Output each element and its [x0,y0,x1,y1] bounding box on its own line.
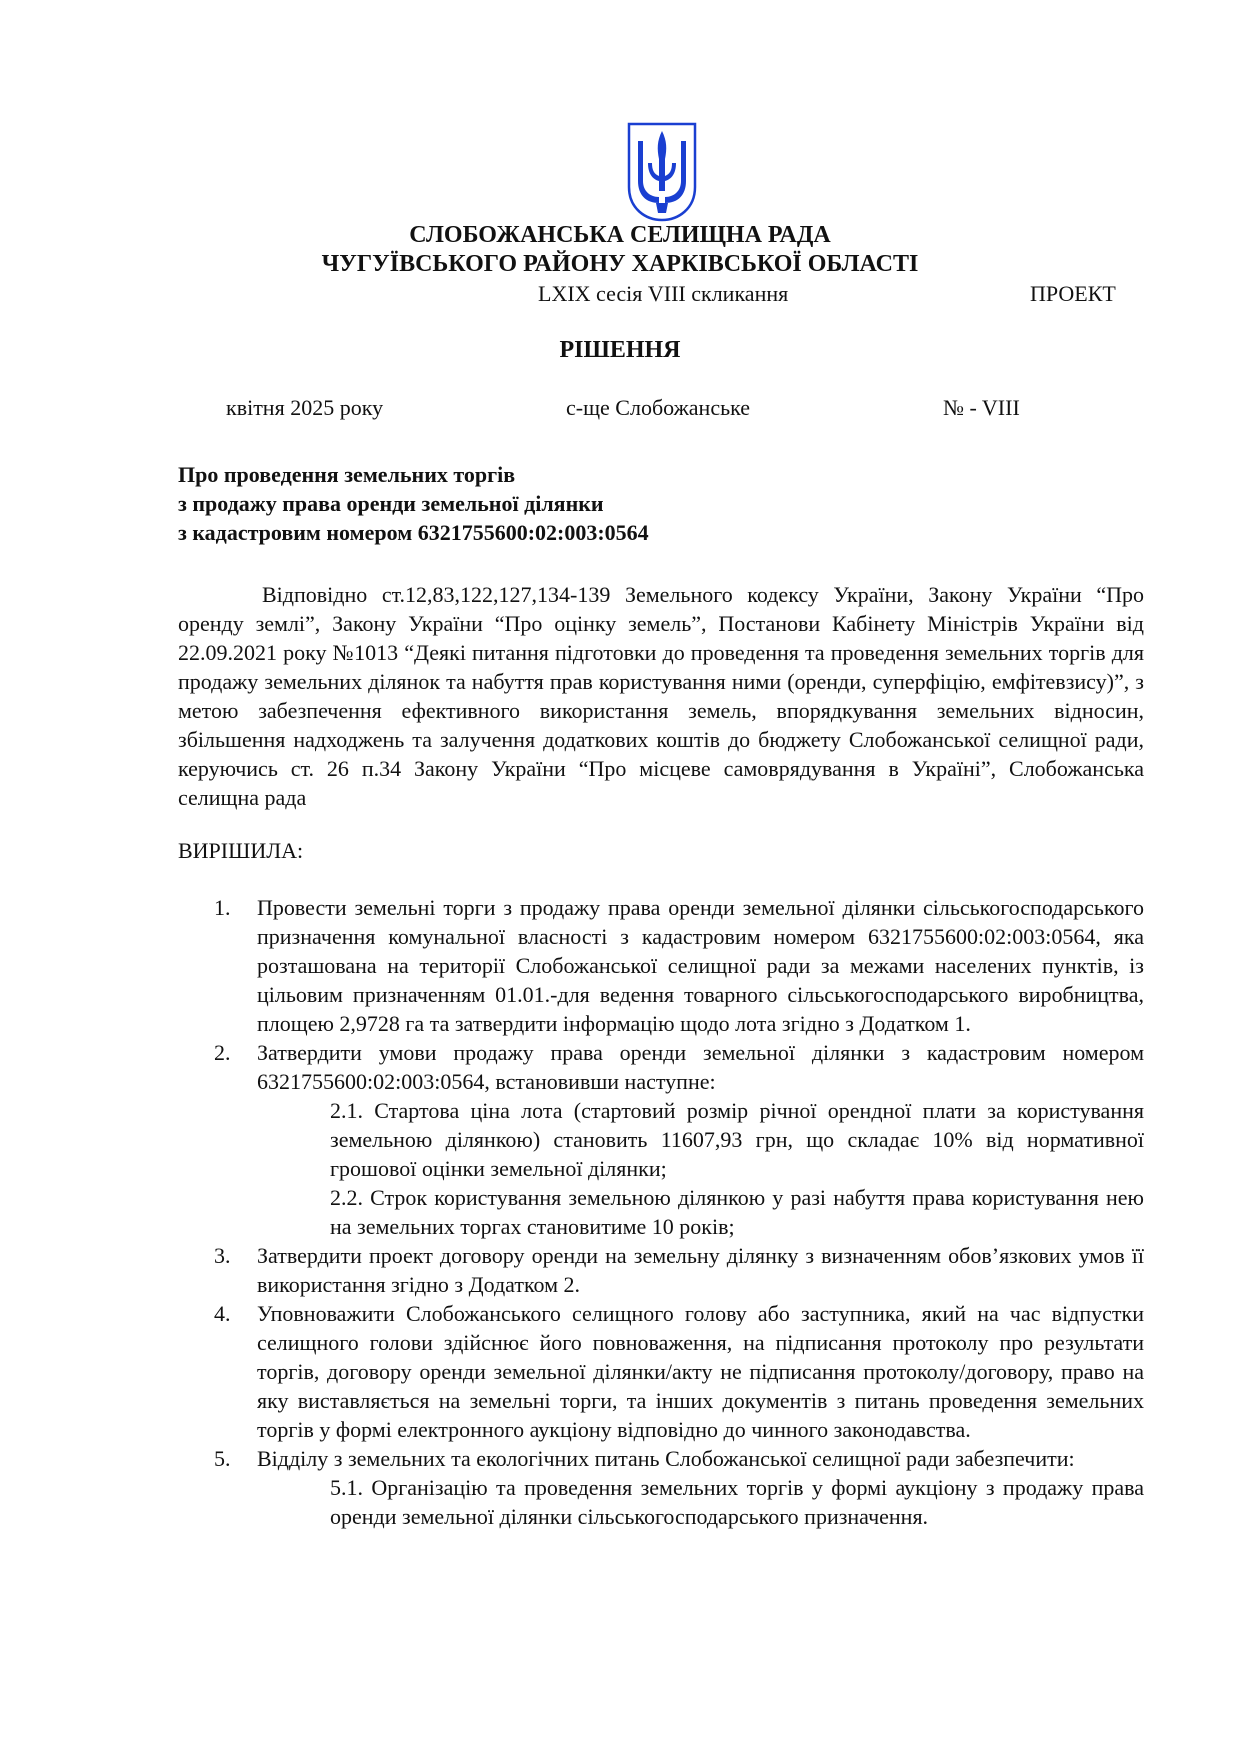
decision-title [178,460,649,547]
item-text: Затвердити умови продажу права оренди земельної ділянки з кадастровим номером 6321755600:02:003:0564, встановивши наступне: [257,1040,1144,1094]
draft-label: ПРОЕКТ [1030,281,1116,306]
council-name: СЛОБОЖАНСЬКА СЕЛИЩНА РАДА [409,222,831,248]
list-item [178,1241,1144,1299]
item-number: 2. [214,1040,231,1065]
ukraine-trident-emblem-icon [626,121,698,223]
session-info: LXIX сесія VIII скликання [538,281,789,306]
list-item [178,893,1144,1038]
list-item [178,1299,1144,1444]
item-number: 1. [214,895,231,920]
sub-item: 5.1. Організацію та проведення земельних торгів у формі аукціону з продажу права оренди земельної ділянки сільськогосподарського призначення. [330,1475,1144,1529]
title-line: з продажу права оренди земельної ділянки [178,491,604,516]
decision-number: № - VIII [943,395,1020,420]
resolved-label: ВИРІШИЛА: [178,838,304,863]
item-text: Провести земельні торги з продажу права оренди земельної ділянки сільськогосподарського призначення комунальної власності з кадастровим номером 6321755600:02:003:0564, яка розташована на території Слобожанської селищної ради за межами населених пунктів, із цільовим призначенням 01.01.-для ведення товарного сільськогосподарського виробництва, площею 2,9728 га та затвердити інформацію щодо лота згідно з Додатком 1. [257,895,1144,1036]
title-line: Про проведення земельних торгів [178,462,516,487]
list-item [178,1038,1144,1241]
district-region-name: ЧУГУЇВСЬКОГО РАЙОНУ ХАРКІВСЬКОЇ ОБЛАСТІ [321,251,919,277]
preamble-paragraph: Відповідно ст.12,83,122,127,134-139 Земельного кодексу України, Закону України “Про оренду землі”, Закону України “Про оцінку земель”, Постанови Кабінету Міністрів України від 22.09.2021 року №1013 “Деякі питання підготовки до проведення та проведення земельних торгів для продажу земельних ділянок та набуття прав користування ними (оренди, суперфіцію, емфітевзису)”, з метою забезпечення ефективного використання земель, впорядкування земельних відносин, збільшення надходжень та залучення додаткових коштів до бюджету Слобожанської селищної ради, керуючись ст. 26 п.34 Закону України “Про місцеве самоврядування в Україні”, Слобожанська селищна рада [178,582,1144,810]
decision-items-list [178,893,1144,1531]
list-item [178,1444,1144,1531]
item-number: 4. [214,1301,231,1326]
item-text: Затвердити проект договору оренди на земельну ділянку з визначенням обов’язкових умов її використання згідно з Додатком 2. [257,1243,1144,1297]
item-text: Уповноважити Слобожанського селищного голову або заступника, який на час відпустки селищного голови здійснює його повноваження, на підписання протоколу про результати торгів, договору оренди земельної ділянки/акту не підписання протоколу/договору, право на яку виставляється на земельні торги, та інших документів з питань проведення земельних торгів у формі електронного аукціону відповідно до чинного законодавства. [257,1301,1144,1442]
title-line: з кадастровим номером 6321755600:02:003:0564 [178,520,649,545]
item-number: 5. [214,1446,231,1471]
sub-item: 2.2. Строк користування земельною ділянкою у разі набуття права користування нею на земельних торгах становитиме 10 років; [330,1185,1144,1239]
decision-date: квітня 2025 року [226,395,384,420]
document-type-heading: РІШЕННЯ [559,337,681,363]
decision-place: с-ще Слобожанське [566,395,751,420]
item-number: 3. [214,1243,231,1268]
item-text: Відділу з земельних та екологічних питань Слобожанської селищної ради забезпечити: [257,1446,1075,1471]
sub-item: 2.1. Стартова ціна лота (стартовий розмір річної орендної плати за користування земельною ділянкою) становить 11607,93 грн, що складає 10% від нормативної грошової оцінки земельної ділянки; [330,1098,1144,1181]
